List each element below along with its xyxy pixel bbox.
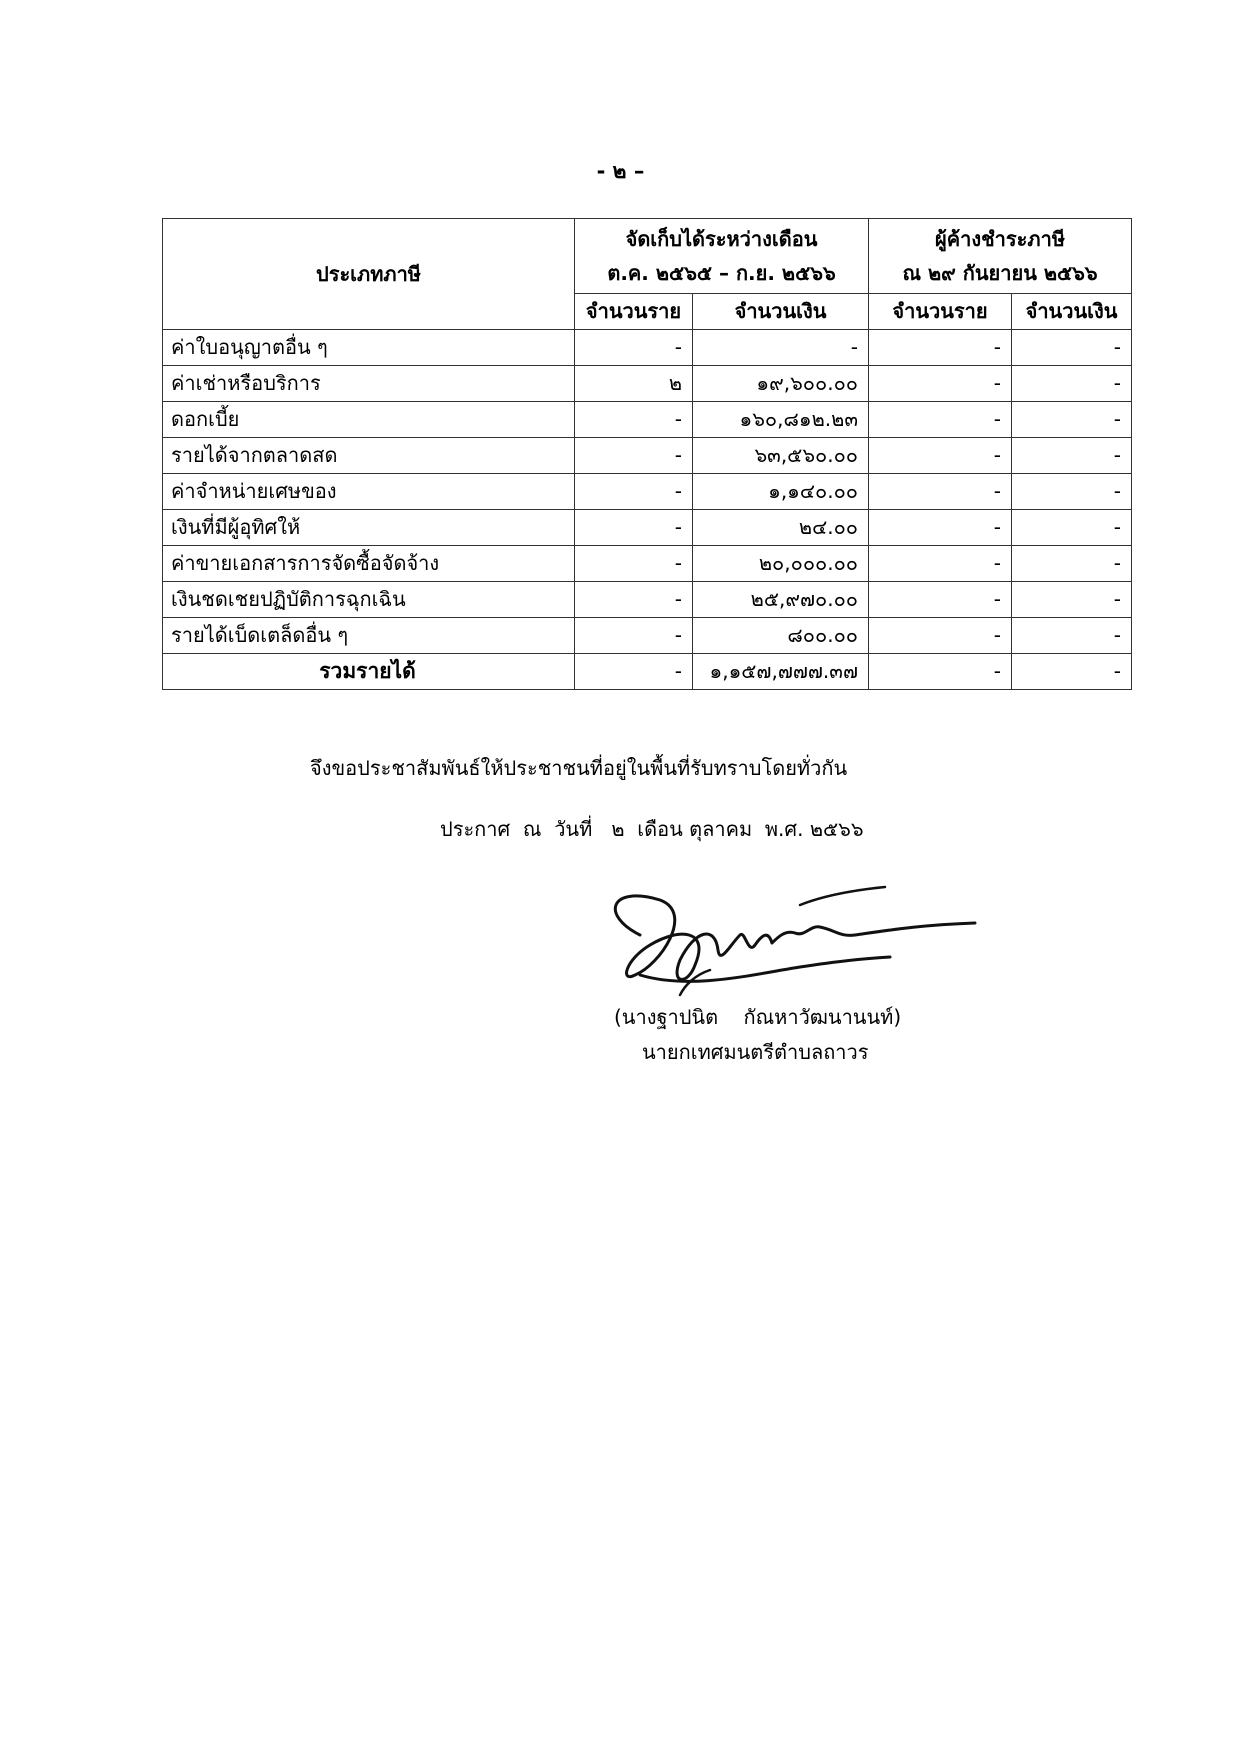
header-collected <box>575 219 869 294</box>
collected-count: - <box>575 510 693 546</box>
collected-amount: ๘๐๐.๐๐ <box>693 618 869 654</box>
collected-count: - <box>575 474 693 510</box>
arrears-amount: - <box>1012 438 1132 474</box>
row-label: ค่าขายเอกสารการจัดซื้อจัดจ้าง <box>163 546 575 582</box>
collected-amount: ๒๔.๐๐ <box>693 510 869 546</box>
header-tax-type: ประเภทภาษี <box>163 219 575 330</box>
signer-name: (นางฐาปนิต กัณหาวัฒนานนท์) <box>614 1005 902 1029</box>
table-row <box>163 474 1132 510</box>
collected-count: - <box>575 438 693 474</box>
header-arrears-amount: จำนวนเงิน <box>1012 294 1132 330</box>
arrears-count: - <box>869 402 1012 438</box>
collected-amount: ๒๐,๐๐๐.๐๐ <box>693 546 869 582</box>
arrears-amount: - <box>1012 402 1132 438</box>
row-label: รายได้จากตลาดสด <box>163 438 575 474</box>
table-row <box>163 330 1132 366</box>
total-arrears-amount: - <box>1012 654 1132 690</box>
header-collected-amount: จำนวนเงิน <box>693 294 869 330</box>
tax-revenue-table <box>162 218 1132 690</box>
row-label: ค่าเช่าหรือบริการ <box>163 366 575 402</box>
row-label: ดอกเบี้ย <box>163 402 575 438</box>
total-label: รวมรายได้ <box>163 654 575 690</box>
collected-count: - <box>575 546 693 582</box>
table-row <box>163 402 1132 438</box>
row-label: เงินที่มีผู้อุทิศให้ <box>163 510 575 546</box>
collected-count: - <box>575 582 693 618</box>
table-row <box>163 546 1132 582</box>
collected-amount: - <box>693 330 869 366</box>
arrears-amount: - <box>1012 510 1132 546</box>
collected-amount: ๑๖๐,๘๑๒.๒๓ <box>693 402 869 438</box>
arrears-amount: - <box>1012 582 1132 618</box>
arrears-count: - <box>869 438 1012 474</box>
table-row <box>163 510 1132 546</box>
public-notice-text: จึงขอประชาสัมพันธ์ให้ประชาชนที่อยู่ในพื้นที่รับทราบโดยทั่วกัน <box>310 756 848 780</box>
arrears-amount: - <box>1012 330 1132 366</box>
arrears-amount: - <box>1012 546 1132 582</box>
collected-amount: ๖๓,๕๖๐.๐๐ <box>693 438 869 474</box>
arrears-count: - <box>869 474 1012 510</box>
signer-title: นายกเทศมนตรีตำบลถาวร <box>642 1040 869 1064</box>
row-label: รายได้เบ็ดเตล็ดอื่น ๆ <box>163 618 575 654</box>
arrears-amount: - <box>1012 474 1132 510</box>
header-arrears <box>869 219 1132 294</box>
total-collected-count: - <box>575 654 693 690</box>
total-arrears-count: - <box>869 654 1012 690</box>
arrears-count: - <box>869 546 1012 582</box>
collected-count: - <box>575 618 693 654</box>
row-label: เงินชดเชยปฏิบัติการฉุกเฉิน <box>163 582 575 618</box>
header-collected-count: จำนวนราย <box>575 294 693 330</box>
arrears-amount: - <box>1012 366 1132 402</box>
page-number: - ๒ – <box>596 159 645 183</box>
collected-count: - <box>575 330 693 366</box>
arrears-count: - <box>869 366 1012 402</box>
announcement-date: ประกาศ ณ วันที่ ๒ เดือน ตุลาคม พ.ศ. ๒๕๖๖ <box>440 817 864 841</box>
header-collected-line1: จัดเก็บได้ระหว่างเดือน <box>625 227 818 251</box>
arrears-count: - <box>869 582 1012 618</box>
handwritten-signature <box>600 875 980 1005</box>
arrears-count: - <box>869 510 1012 546</box>
collected-count: - <box>575 402 693 438</box>
collected-amount: ๑๙,๖๐๐.๐๐ <box>693 366 869 402</box>
header-arrears-count: จำนวนราย <box>869 294 1012 330</box>
row-label: ค่าจำหน่ายเศษของ <box>163 474 575 510</box>
total-collected-amount: ๑,๑๕๗,๗๗๗.๓๗ <box>693 654 869 690</box>
arrears-count: - <box>869 618 1012 654</box>
arrears-amount: - <box>1012 618 1132 654</box>
collected-amount: ๒๕,๙๗๐.๐๐ <box>693 582 869 618</box>
table-row <box>163 618 1132 654</box>
collected-amount: ๑,๑๔๐.๐๐ <box>693 474 869 510</box>
header-arrears-line2: ณ ๒๙ กันยายน ๒๕๖๖ <box>902 261 1098 285</box>
total-row <box>163 654 1132 690</box>
table-row <box>163 582 1132 618</box>
collected-count: ๒ <box>575 366 693 402</box>
row-label: ค่าใบอนุญาตอื่น ๆ <box>163 330 575 366</box>
arrears-count: - <box>869 330 1012 366</box>
table-row <box>163 438 1132 474</box>
table-row <box>163 366 1132 402</box>
header-collected-line2: ต.ค. ๒๕๖๕ – ก.ย. ๒๕๖๖ <box>607 261 836 285</box>
header-arrears-line1: ผู้ค้างชำระภาษี <box>935 227 1065 251</box>
